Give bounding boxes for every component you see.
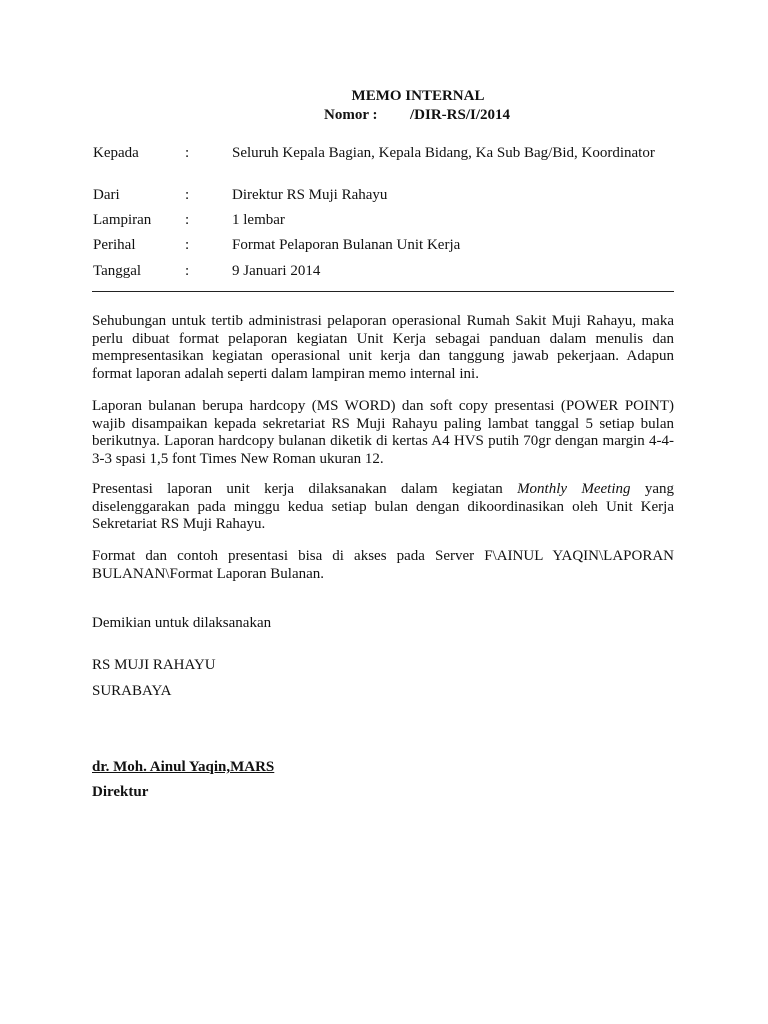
field-perihal-value: Format Pelaporan Bulanan Unit Kerja — [232, 237, 461, 253]
body-paragraph-3 — [92, 481, 674, 534]
monthly-meeting-term: Monthly Meeting — [517, 481, 631, 497]
field-dari-label: Dari — [93, 187, 120, 203]
body-paragraph-1: Sehubungan untuk tertib administrasi pelaporan operasional Rumah Sakit Muji Rahayu, maka perlu dibuat format pelaporan kegiatan Unit Kerja sebagai panduan dalam menulis dan mempresentasikan kegiatan operasional unit kerja dan tanggung jawab pekerjaan. Adapun format laporan adalah seperti dalam lampiran memo internal ini. — [92, 313, 674, 382]
field-kepada-label: Kepada — [93, 145, 139, 161]
body-paragraph-3-end: yang diselenggarakan pada minggu kedua setiap bulan dengan dikoordinasikan oleh Unit Kerja Sekretariat RS Muji Rahayu. — [92, 481, 674, 532]
signature-city: SURABAYA — [92, 683, 172, 699]
field-dari-value: Direktur RS Muji Rahayu — [232, 187, 388, 203]
field-lampiran-colon: : — [185, 212, 190, 228]
field-kepada-value: Seluruh Kepala Bagian, Kepala Bidang, Ka Sub Bag/Bid, Koordinator — [232, 145, 655, 161]
body-paragraph-4: Format dan contoh presentasi bisa di akses pada Server F\AINUL YAQIN\LAPORAN BULANAN\Format Laporan Bulanan. — [92, 548, 674, 582]
body-paragraph-2: Laporan bulanan berupa hardcopy (MS WORD) dan soft copy presentasi (POWER POINT) wajib disampaikan kepada sekretariat RS Muji Rahayu paling lambat tanggal 5 setiap bulan berikutnya. Laporan hardcopy bulanan diketik di kertas A4 HVS putih 70gr dengan margin 4-4-3-3 spasi 1,5 font Times New Roman ukuran 12. — [92, 398, 674, 467]
memo-number-label: Nomor : — [324, 107, 378, 123]
field-perihal-label: Perihal — [93, 237, 136, 253]
body-paragraph-3-start: Presentasi laporan unit kerja dilaksanakan dalam kegiatan — [92, 481, 518, 497]
field-tanggal-colon: : — [185, 263, 190, 279]
closing-line: Demikian untuk dilaksanakan — [92, 615, 272, 631]
memo-number-value: /DIR-RS/I/2014 — [410, 107, 511, 123]
field-perihal-colon: : — [185, 237, 190, 253]
field-lampiran-label: Lampiran — [93, 212, 152, 228]
field-dari-colon: : — [185, 187, 190, 203]
signatory-position: Direktur — [92, 784, 149, 800]
field-lampiran-value: 1 lembar — [232, 212, 285, 228]
header-divider — [92, 291, 674, 292]
memo-number — [324, 106, 510, 125]
field-tanggal-label: Tanggal — [93, 263, 142, 279]
signature-org: RS MUJI RAHAYU — [92, 657, 216, 673]
memo-title: MEMO INTERNAL — [351, 88, 485, 104]
signatory-name: dr. Moh. Ainul Yaqin,MARS — [92, 759, 275, 775]
field-tanggal-value: 9 Januari 2014 — [232, 263, 321, 279]
field-kepada-colon: : — [185, 145, 190, 161]
